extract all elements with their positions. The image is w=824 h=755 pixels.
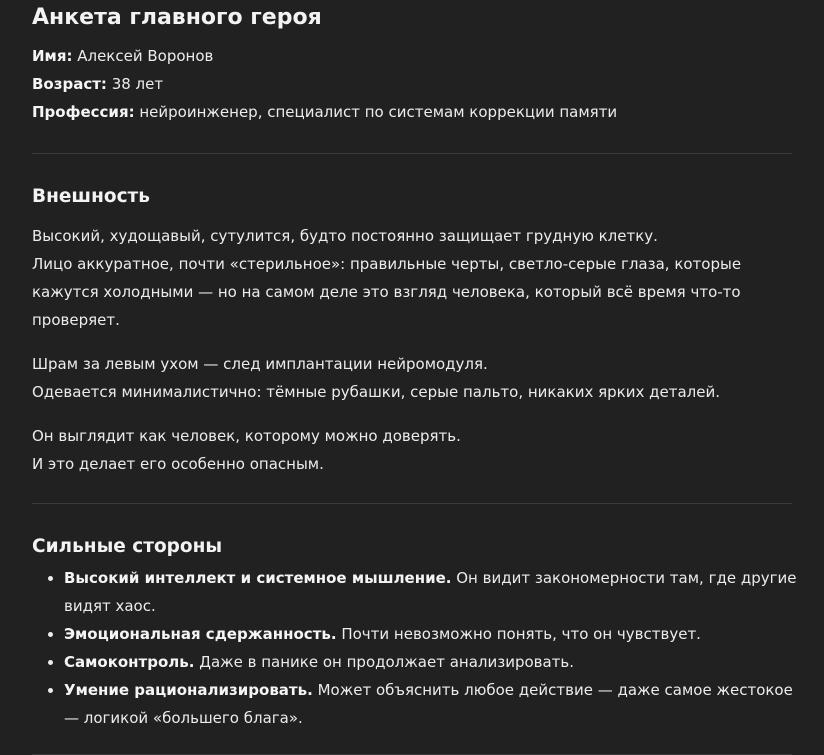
age-value: 38 лет	[111, 75, 164, 93]
age-field	[32, 70, 806, 98]
appearance-heading: Внешность	[32, 186, 150, 207]
appearance-line: Высокий, худощавый, сутулится, будто постоянно защищает грудную клетку.	[32, 227, 658, 245]
appearance-line: И это делает его особенно опасным.	[32, 455, 324, 473]
strength-text: Даже в панике он продолжает анализировать.	[194, 653, 575, 671]
list-item	[64, 620, 806, 648]
appearance-line: Лицо аккуратное, почти «стерильное»: правильные черты, светло-серые глаза, которые кажутся холодными — но на самом деле это взгляд человека, который всё время что-то проверяет.	[32, 255, 742, 329]
appearance-line: Шрам за левым ухом — след имплантации нейромодуля.	[32, 355, 488, 373]
strength-title: Высокий интеллект и системное мышление.	[64, 569, 452, 587]
appearance-paragraph	[32, 422, 806, 478]
appearance-line: Одевается минималистично: тёмные рубашки, серые пальто, никаких ярких деталей.	[32, 383, 720, 401]
strengths-heading: Сильные стороны	[32, 536, 223, 557]
strength-title: Умение рационализировать.	[64, 681, 313, 699]
strength-text: Может объяснить любое действие — даже самое жестокое — логикой «большего блага».	[64, 681, 793, 727]
list-item	[64, 676, 806, 732]
strength-text: Почти невозможно понять, что он чувствует.	[336, 625, 701, 643]
strength-text: Он видит закономерности там, где другие видят хаос.	[64, 569, 797, 615]
strength-title: Эмоциональная сдержанность.	[64, 625, 337, 643]
list-item	[64, 564, 806, 620]
appearance-paragraph	[32, 222, 806, 334]
strengths-list	[32, 564, 806, 732]
strength-title: Самоконтроль.	[64, 653, 195, 671]
age-label: Возраст:	[32, 75, 107, 93]
name-value: Алексей Воронов	[77, 47, 214, 65]
appearance-line: Он выглядит как человек, которому можно доверять.	[32, 427, 461, 445]
name-field	[32, 42, 806, 70]
profession-field	[32, 98, 806, 126]
page-title: Анкета главного героя	[32, 5, 322, 30]
list-item	[64, 648, 806, 676]
profession-value: нейроинженер, специалист по системам коррекции памяти	[139, 103, 618, 121]
appearance-paragraph	[32, 350, 806, 406]
name-label: Имя:	[32, 47, 73, 65]
profession-label: Профессия:	[32, 103, 135, 121]
